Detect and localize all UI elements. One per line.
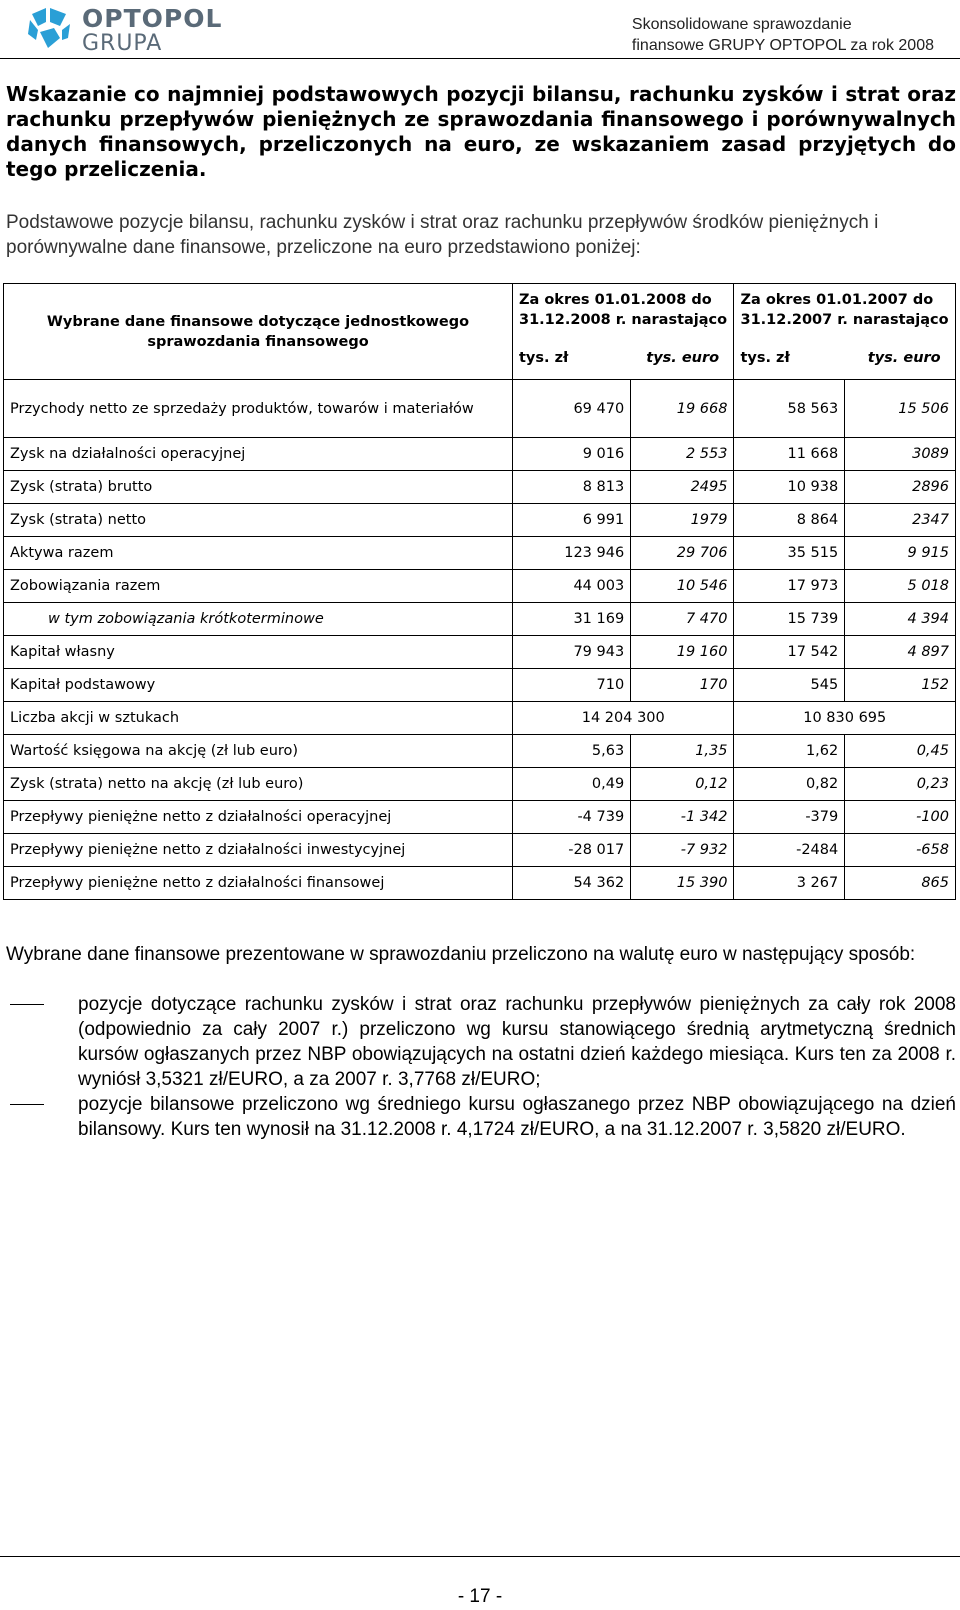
table-row: [4, 603, 956, 636]
row-label: Aktywa razem: [4, 537, 513, 570]
value-2007-eur: 9 915: [845, 537, 956, 570]
value-2008-pln: 9 016: [513, 438, 631, 471]
value-2008-pln: 31 169: [513, 603, 631, 636]
unit-eur: tys. euro: [646, 350, 720, 366]
value-2007-pln: 3 267: [734, 867, 845, 900]
value-2008-eur: 0,12: [631, 768, 734, 801]
value-2008-pln: -28 017: [513, 834, 631, 867]
table-row: [4, 834, 956, 867]
dash-bullet-icon: [10, 1104, 44, 1105]
value-2008-eur: -7 932: [631, 834, 734, 867]
value-2008-pln: 710: [513, 669, 631, 702]
logo-subwordmark: GRUPA: [82, 31, 163, 56]
table-row: [4, 504, 956, 537]
table-row: [4, 702, 956, 735]
table-header-label-text: Wybrane dane finansowe dotyczące jednostkowego sprawozdania finansowego: [46, 313, 470, 350]
value-2008-pln: 79 943: [513, 636, 631, 669]
row-label: Zobowiązania razem: [4, 570, 513, 603]
header-divider: [0, 58, 960, 59]
table-row: [4, 669, 956, 702]
list-item: [6, 992, 956, 1092]
period-2008-units: [519, 348, 727, 368]
table-row: [4, 801, 956, 834]
logo-wordmark: OPTOPOL: [82, 4, 223, 33]
value-2007-eur: -100: [845, 801, 956, 834]
value-2008-pln: 54 362: [513, 867, 631, 900]
conversion-intro: Wybrane dane finansowe prezentowane w sprawozdaniu przeliczono na walutę euro w następujący sposób:: [6, 944, 916, 965]
value-2008-pln: 123 946: [513, 537, 631, 570]
value-2008-eur: 2495: [631, 471, 734, 504]
table-row: [4, 636, 956, 669]
value-2008-pln: 44 003: [513, 570, 631, 603]
dash-bullet-icon: [10, 1004, 44, 1005]
value-2007-pln: 8 864: [734, 504, 845, 537]
report-title: [632, 14, 934, 56]
row-label: Zysk (strata) netto na akcję (zł lub euro): [4, 768, 513, 801]
value-2007-pln: -2484: [734, 834, 845, 867]
row-label: Przepływy pieniężne netto z działalności inwestycyjnej: [4, 834, 513, 867]
page-number: - 17 -: [457, 1586, 503, 1607]
unit-eur: tys. euro: [867, 350, 941, 366]
value-2007-eur: -658: [845, 834, 956, 867]
value-2007-eur: 4 394: [845, 603, 956, 636]
value-2008-eur: 10 546: [631, 570, 734, 603]
row-label: Kapitał własny: [4, 636, 513, 669]
section-title: Wskazanie co najmniej podstawowych pozycji bilansu, rachunku zysków i strat oraz rachunku przepływów pieniężnych ze sprawozdania finansowego i porównywalnych danych finansowych, przeliczonych na euro, ze wskazaniem zasad przyjętych do tego przeliczenia.: [6, 82, 956, 181]
value-2008-pln: 0,49: [513, 768, 631, 801]
value-2007-pln: 15 739: [734, 603, 845, 636]
value-2008-eur: 19 160: [631, 636, 734, 669]
table-row: [4, 570, 956, 603]
row-label: Przychody netto ze sprzedaży produktów, towarów i materiałów: [4, 380, 513, 438]
period-2007-header: [734, 284, 956, 380]
value-2008-eur: 7 470: [631, 603, 734, 636]
table-header-label: [4, 284, 513, 380]
page-header: [0, 0, 960, 60]
share-count-2007: 10 830 695: [734, 702, 956, 735]
list-item-text: pozycje bilansowe przeliczono wg średniego kursu ogłaszanego przez NBP obowiązującego na dzień bilansowy. Kurs ten wynosił na 31.12.2008 r. 4,1724 zł/EURO, a na 31.12.2007 r. 3,5820 zł/EURO.: [78, 1094, 956, 1140]
value-2008-eur: -1 342: [631, 801, 734, 834]
company-logo: [24, 2, 224, 56]
report-title-line1: Skonsolidowane sprawozdanie: [631, 16, 852, 33]
value-2007-eur: 15 506: [845, 380, 956, 438]
value-2007-pln: 17 542: [734, 636, 845, 669]
value-2008-eur: 29 706: [631, 537, 734, 570]
period-2008-line2: 31.12.2008 r. narastająco: [519, 312, 728, 328]
value-2008-eur: 15 390: [631, 867, 734, 900]
intro-paragraph: Podstawowe pozycje bilansu, rachunku zysków i strat oraz rachunku przepływów środków pieniężnych i porównywalne dane finansowe, przeliczone na euro przedstawiono poniżej:: [6, 212, 879, 258]
table-header-row: [4, 284, 956, 380]
value-2007-pln: 58 563: [734, 380, 845, 438]
table-row: [4, 867, 956, 900]
optopol-logo-icon: [24, 4, 74, 54]
value-2007-eur: 3089: [845, 438, 956, 471]
value-2007-eur: 2896: [845, 471, 956, 504]
value-2007-eur: 5 018: [845, 570, 956, 603]
value-2008-pln: 8 813: [513, 471, 631, 504]
row-label: Przepływy pieniężne netto z działalności operacyjnej: [4, 801, 513, 834]
value-2008-eur: 170: [631, 669, 734, 702]
value-2007-pln: 17 973: [734, 570, 845, 603]
row-label: Liczba akcji w sztukach: [4, 702, 513, 735]
list-item: [6, 1092, 956, 1142]
list-item-text: pozycje dotyczące rachunku zysków i strat oraz rachunku przepływów pieniężnych za cały rok 2008 (odpowiednio za cały 2007 r.) przeliczono wg kursu stanowiącego średnią arytmetyczną średnich kursów ogłaszanych przez NBP obowiązujących na ostatni dzień każdego miesiąca. Kurs ten za 2008 r. wyniósł 3,5321 zł/EURO, a za 2007 r. 3,7768 zł/EURO;: [78, 994, 956, 1090]
conversion-list: [6, 992, 956, 1142]
row-label: Zysk (strata) brutto: [4, 471, 513, 504]
value-2007-pln: -379: [734, 801, 845, 834]
value-2007-eur: 4 897: [845, 636, 956, 669]
table-row: [4, 438, 956, 471]
table-row: [4, 735, 956, 768]
row-label: Zysk (strata) netto: [4, 504, 513, 537]
table-row: [4, 768, 956, 801]
value-2007-eur: 865: [845, 867, 956, 900]
value-2008-pln: 69 470: [513, 380, 631, 438]
value-2007-pln: 545: [734, 669, 845, 702]
value-2007-pln: 0,82: [734, 768, 845, 801]
value-2008-pln: -4 739: [513, 801, 631, 834]
value-2008-eur: 1,35: [631, 735, 734, 768]
value-2007-eur: 0,23: [845, 768, 956, 801]
row-label: Wartość księgowa na akcję (zł lub euro): [4, 735, 513, 768]
report-title-line2: finansowe GRUPY OPTOPOL za rok 2008: [631, 37, 934, 54]
footer-divider: [0, 1556, 960, 1557]
unit-pln: tys. zł: [519, 350, 569, 366]
row-label: Przepływy pieniężne netto z działalności finansowej: [4, 867, 513, 900]
value-2008-pln: 6 991: [513, 504, 631, 537]
value-2007-pln: 35 515: [734, 537, 845, 570]
table-row: [4, 537, 956, 570]
table-row: [4, 380, 956, 438]
value-2007-pln: 10 938: [734, 471, 845, 504]
row-label: Kapitał podstawowy: [4, 669, 513, 702]
value-2008-eur: 1979: [631, 504, 734, 537]
value-2008-eur: 19 668: [631, 380, 734, 438]
financial-data-table: [3, 283, 956, 900]
value-2008-eur: 2 553: [631, 438, 734, 471]
value-2007-pln: 11 668: [734, 438, 845, 471]
value-2008-pln: 5,63: [513, 735, 631, 768]
value-2007-eur: 152: [845, 669, 956, 702]
period-2007-line1: Za okres 01.01.2007 do: [740, 292, 934, 308]
unit-pln: tys. zł: [740, 350, 790, 366]
value-2007-pln: 1,62: [734, 735, 845, 768]
share-count-2008: 14 204 300: [513, 702, 734, 735]
row-label: w tym zobowiązania krótkoterminowe: [4, 603, 513, 636]
table-row: [4, 471, 956, 504]
period-2008-line1: Za okres 01.01.2008 do: [519, 292, 712, 308]
row-label: Zysk na działalności operacyjnej: [4, 438, 513, 471]
period-2007-line2: 31.12.2007 r. narastająco: [740, 312, 949, 328]
period-2008-header: [513, 284, 734, 380]
value-2007-eur: 2347: [845, 504, 956, 537]
period-2007-units: [740, 348, 949, 368]
value-2007-eur: 0,45: [845, 735, 956, 768]
